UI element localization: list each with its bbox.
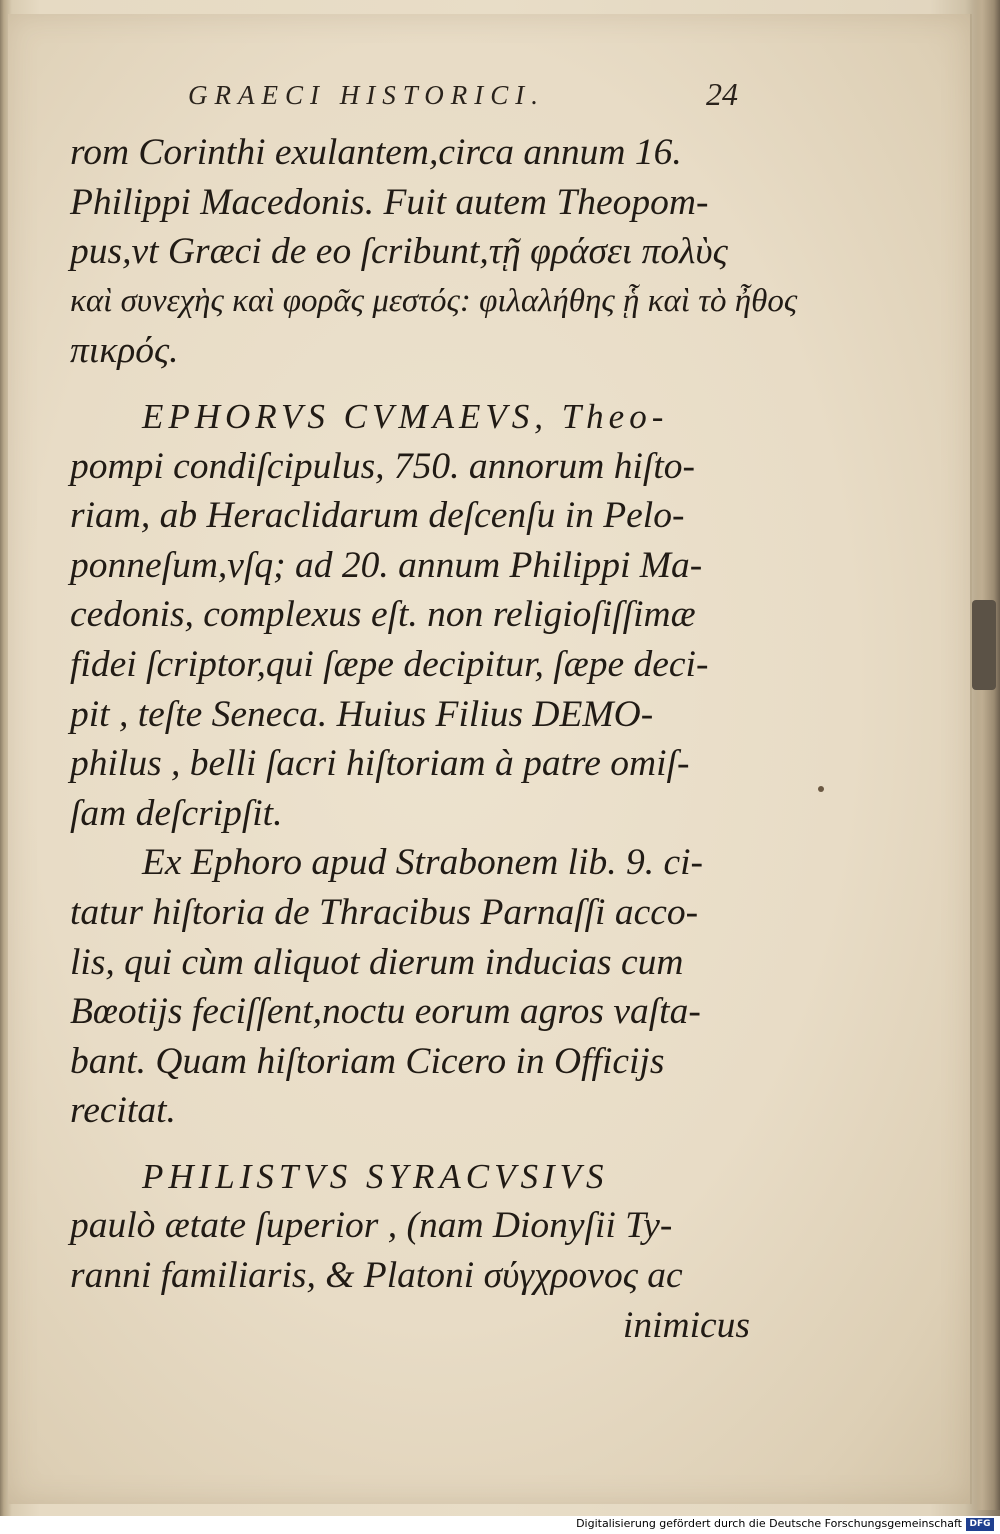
text-line: philus , belli ſacri hiſtoriam à patre omiſ- [70,743,690,785]
text-line: pit , teſte Seneca. Huius Filius DEMO- [70,693,654,735]
text-line: bant. Quam hiſtoriam Cicero in Officijs [70,1040,665,1082]
text-line: rom Corinthi exulantem,circa annum 16. [70,132,682,173]
text-line: pus,vt Græci de eo ſcribunt,τῇ φράσει πολὺς [70,231,728,273]
text-line: Bœotijs feciſſent,noctu eorum agros vaſta- [70,991,701,1033]
body-text [70,128,798,1350]
page-header [188,76,748,120]
text-line: pompi condiſcipulus, 750. annorum hiſto- [70,445,695,487]
digitization-footer [0,1516,1000,1534]
text-line: cedonis, complexus eſt. non religioſiſſimæ [70,594,696,636]
page-edge [970,0,1000,1510]
page-number: 24 [706,76,738,112]
text-line: καὶ συνεχὴς καὶ φορᾶς μεστός: φιλαλήθης ᾗ καὶ τὸ ἦθος [70,282,798,319]
text-line: recitat. [70,1090,176,1132]
text-line: lis, qui cùm aliquot dierum inducias cum [70,941,684,983]
dfg-logo-icon: DFG [966,1518,994,1531]
catchword: inimicus [622,1304,750,1346]
running-title: GRAECI HISTORICI. [188,80,545,110]
text-line: ponneſum,vſq; ad 20. annum Philippi Ma- [70,544,703,586]
section-heading-philistus: PHILISTVS SYRACVSIVS [142,1156,609,1196]
section-heading-ephorus: EPHORVS CVMAEVS, Theo- [142,396,669,436]
text-line: Ex Ephoro apud Strabonem lib. 9. ci- [142,842,704,884]
text-line: Philippi Macedonis. Fuit autem Theopom- [70,181,709,223]
paper-speck [818,786,824,792]
text-line: πικρός. [70,330,179,372]
text-line: ſam deſcripſit. [70,792,283,834]
text-line: riam, ab Heraclidarum deſcenſu in Pelo- [70,495,685,537]
book-clasp [972,600,996,690]
text-line: paulò ætate ſuperior , (nam Dionyſii Ty- [70,1205,673,1247]
text-line: fidei ſcriptor,qui ſæpe decipitur, ſæpe deci- [70,643,709,685]
text-line: tatur hiſtoria de Thracibus Parnaſſi acco- [70,891,699,933]
text-line: ranni familiaris, & Platoni σύγχρονος ac [70,1255,683,1297]
footer-credit: Digitalisierung gefördert durch die Deutsche Forschungsgemeinschaft [576,1517,962,1530]
